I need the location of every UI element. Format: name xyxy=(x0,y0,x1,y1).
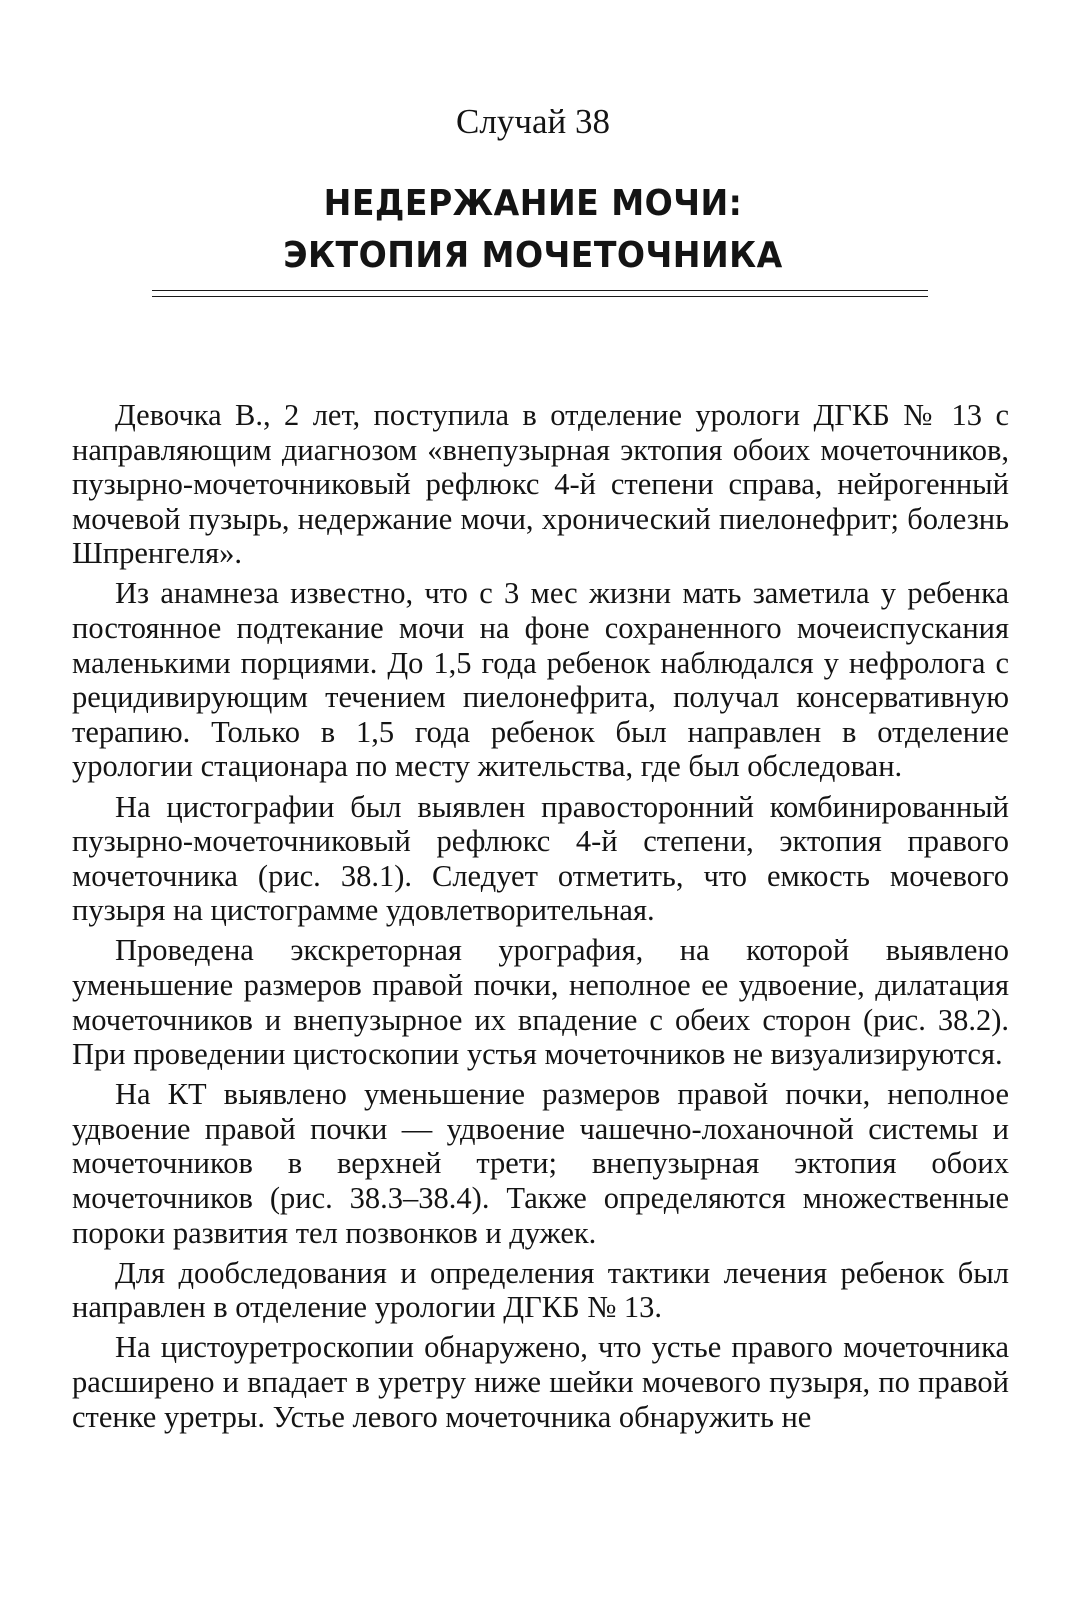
paragraph-referral: Для дообследования и определения тактики лечения ребенок был направлен в отделение урологии ДГКБ № 13. xyxy=(72,1255,1009,1325)
title-divider-bottom xyxy=(152,296,928,297)
paragraph-cystourethroscopy: На цистоуретроскопии обнаружено, что устье правого мочеточника расширено и впадает в уретру ниже шейки мочевого пузыря, по правой стенке уретры. Устье левого мочеточника обнаружить не xyxy=(72,1330,1009,1434)
title-divider-top xyxy=(152,290,928,291)
case-body-text xyxy=(72,398,1009,1440)
paragraph-admission: Девочка В., 2 лет, поступила в отделение урологи ДГКБ № 13 с направляющим диагнозом «внепузырная эктопия обоих мочеточников, пузырно-мочеточниковый рефлюкс 4-й степени справа, нейрогенный мочевой пузырь, недержание мочи, хронический пиелонефрит; болезнь Шпренгеля». xyxy=(72,398,1009,571)
paragraph-ct: На КТ выявлено уменьшение размеров правой почки, неполное удвоение правой почки — удвоение чашечно-лоханочной системы и мочеточников в верхней трети; внепузырная эктопия обоих мочеточников (рис. 38.3–38.4). Также определяются множественные пороки развития тел позвонков и дужек. xyxy=(72,1077,1009,1250)
case-number-label: Случай 38 xyxy=(456,102,610,141)
chapter-title-line-1: НЕДЕРЖАНИЕ МОЧИ: xyxy=(323,183,743,224)
paragraph-anamnesis: Из анамнеза известно, что с 3 мес жизни мать заметила у ребенка постоянное подтекание мочи на фоне сохраненного мочеиспускания маленькими порциями. До 1,5 года ребенок наблюдался у нефролога с рецидивирующим течением пиелонефрита, получал консервативную терапию. Только в 1,5 года ребенок был направлен в отделение урологии стационара по месту жительства, где был обследован. xyxy=(72,576,1009,784)
paragraph-urography: Проведена экскреторная урография, на которой выявлено уменьшение размеров правой почки, неполное ее удвоение, дилатация мочеточников и внепузырное их впадение с обеих сторон (рис. 38.2). При проведении цистоскопии устья мочеточников не визуализируются. xyxy=(72,933,1009,1072)
chapter-title xyxy=(43,178,1024,282)
paragraph-cystography: На цистографии был выявлен правосторонний комбинированный пузырно-мочеточниковый рефлюкс 4-й степени, эктопия правого мочеточника (рис. 38.1). Следует отметить, что емкость мочевого пузыря на цистограмме удовлетворительная. xyxy=(72,789,1009,928)
chapter-title-line-2: ЭКТОПИЯ МОЧЕТОЧНИКА xyxy=(283,235,783,276)
